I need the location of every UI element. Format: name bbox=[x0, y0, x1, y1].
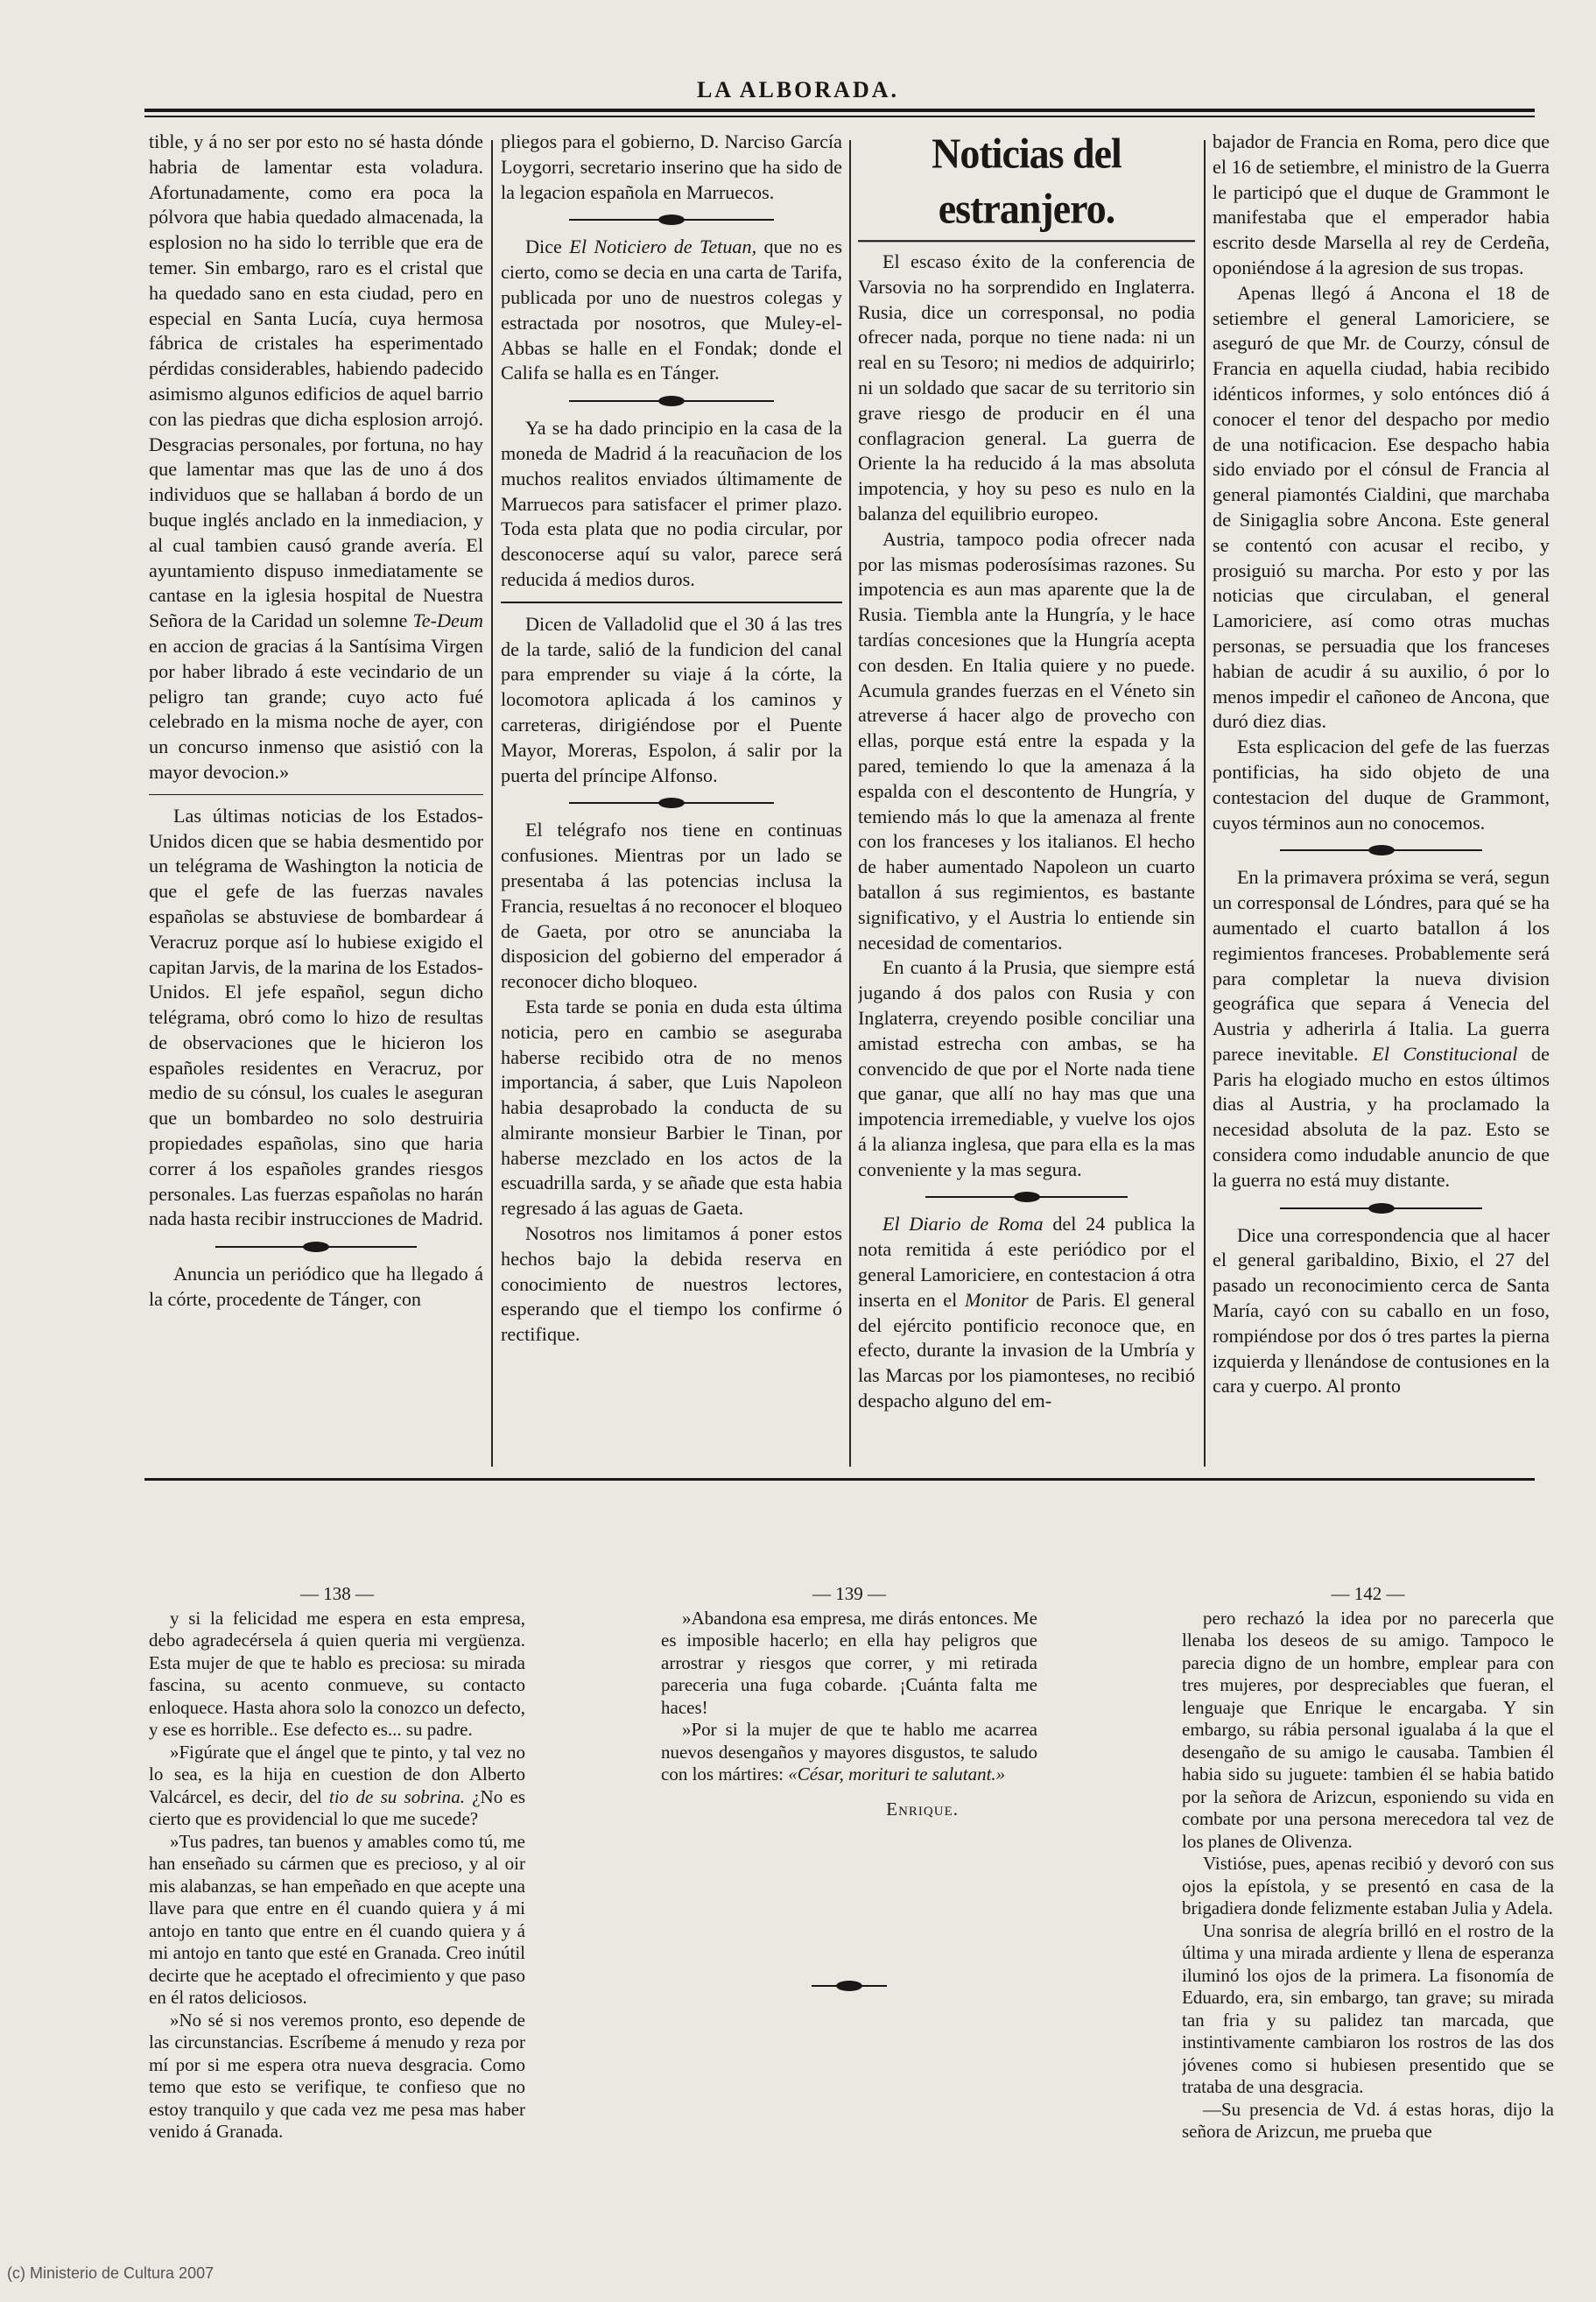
folletin-column-2 bbox=[661, 1583, 1037, 2021]
masthead-rule-thin bbox=[144, 116, 1535, 117]
col4-paragraph-3: Esta esplicacion del gefe de las fuerzas pontificias, ha sido objeto de una contestacion del duque de Grammont, cuyos términos aun no conocemos. bbox=[1213, 736, 1550, 834]
folletin1-paragraph-4: »No sé si nos veremos pronto, eso depende de las circunstancias. Escríbeme á menudo y reza por mí por si me espera otra nueva desgracia. Como temo que esto se verifique, te confieso que no estoy tranquilo y que cada vez me pesa mas haber venido á Granada. bbox=[149, 2009, 525, 2142]
separator bbox=[149, 794, 483, 795]
column-rule bbox=[491, 140, 493, 1467]
folletin3-paragraph-2: Vistióse, pues, apenas recibió y devoró con sus ojos la epístola, y se presentó en casa de la brigadiera donde felizmente estaban Julia y Adela. bbox=[1182, 1853, 1554, 1918]
folletin3-paragraph-4: —Su presencia de Vd. á estas horas, dijo la señora de Arizcun, me prueba que bbox=[1182, 2098, 1554, 2142]
col1-paragraph-2: Las últimas noticias de los Estados-Unidos dicen que se habia desmentido por un telégrama de Washington la noticia de que el gefe de las fuerzas navales españolas se abstuviese de bombardear á Veracruz porque así lo hubiese exigido el capitan Jarvis, de la marina de los Estados-Unidos. El jefe español, segun dicho telégrama, obró como lo hizo de resultas de observaciones que le hicieron los españoles residentes en Veracruz, por medio de su cónsul, los cuales le aseguran que un bombardeo no solo destruiria propiedades españolas, sino que haria correr á los españoles grandes riesgos personales. Las fuerzas españolas no harán nada hasta recibir instrucciones de Madrid. bbox=[149, 804, 483, 1230]
col3-paragraph-4: El Diario de Roma del 24 publica la nota remitida á este periódico por el general Lamoriciere, en contestacion á otra inserta en el Monitor de Paris. El general del ejército pontificio reconoce que, en efecto, durante la invasion de la Umbría y las Marcas por los piamonteses, no recibió despacho alguno del em- bbox=[858, 1213, 1195, 1412]
col2-paragraph-1: pliegos para el gobierno, D. Narciso García Loygorri, secretario inserino que ha sido de la legacion española en Marruecos. bbox=[501, 130, 842, 203]
col2-paragraph-2: Dice El Noticiero de Tetuan, que no es cierto, como se decia en una carta de Tarifa, publicada por uno de nuestros colegas y estractada por nosotros, que Muley-el-Abbas se halle en el Fondak; donde el Califa se halla es en Tánger. bbox=[501, 236, 842, 384]
column-rule bbox=[849, 140, 851, 1467]
ornament-divider bbox=[215, 1239, 416, 1255]
col3-paragraph-2: Austria, tampoco podia ofrecer nada por las mismas poderosísimas razones. Su impotencia es aun mas aparente que la de Rusia. Tiembla ante la Hungría, y le hace tardías concesiones que la Hungría acepta con desden. En Italia quiere y no puede. Acumula grandes fuerzas en el Véneto sin atreverse á hacer algo de provecho con ellas, porque está entre la espada y la pared, temiendo lo que la amenaza á la espalda con el descontento de Hungría, y temiendo más lo que la amenaza al frente con los franceses y los italianos. El hecho de haber aumentado Napoleon un cuarto batallon á sus regimientos, es bastante significativo, y el Austria lo entiende sin necesidad de comentarios. bbox=[858, 527, 1195, 954]
masthead: LA ALBORADA. bbox=[696, 77, 900, 102]
col1-paragraph-1: tible, y á no ser por esto no sé hasta dónde habria de lamentar esta voladura. Afortunadamente, como era poca la pólvora que habia quedado almacenada, la esplosion no ha sido lo terrible que era de temer. Sin embargo, raro es el cristal que ha quedado sano en esta ciudad, pero en especial en Santa Lucía, cuya hermosa fábrica de cristales ha esperimentado pérdidas considerables, habiendo padecido asimismo algunos edificios de aquel barrio con las piedras que dicha esplosion arrojó. Desgracias personales, por fortuna, no hay que lamentar mas que las de uno á dos individuos que se hallaban á bordo de un buque inglés anclado en la inmediacion, y al cual tambien causó grande avería. El ayuntamiento dispuso inmediatamente se cantase en la iglesia hospital de Nuestra Señora de la Caridad un solemne Te-Deum en accion de gracias á la Santísima Virgen por haber librado á este vecindario de un peligro tan grande; cuyo acto fué celebrado en la misma noche de ayer, con un concurso inmenso que asistió con la mayor devocion.» bbox=[149, 130, 483, 783]
masthead-rule bbox=[144, 109, 1535, 112]
folletin1-paragraph-3: »Tus padres, tan buenos y amables como tú, me han enseñado su cármen que es precioso, y al oir mis alabanzas, se han empeñado en que acepte una llave para que entre en él cuando quiera y á mi antojo en tanto que entre en él cuando quiera y á mi antojo en tanto que esté en Granada. Creo inútil decirte que he aceptado el ofrecimiento y que paso en él ratos deliciosos. bbox=[149, 1830, 525, 2008]
folletin2-paragraph-2: »Por si la mujer de que te hablo me acarrea nuevos desengaños y mayores disgustos, te saludo con los mártires: «César, morituri te salutant.» bbox=[661, 1719, 1037, 1785]
col2-paragraph-7: Nosotros nos limitamos á poner estos hechos bajo la debida reserva en conocimiento de nuestros lectores, esperando que el tiempo los confirme ó rectifique. bbox=[501, 1222, 842, 1346]
ornament-divider bbox=[569, 795, 774, 811]
signature: Enrique. bbox=[886, 1798, 959, 1820]
col2-paragraph-3: Ya se ha dado principio en la casa de la moneda de Madrid á la reacuñacion de los muchos realitos enviados últimamente de Marruecos para satisfacer el primer plazo. Toda esta plata que no podia circular, por desconocerse aquí su valor, parece será reducida á medios duros. bbox=[501, 417, 842, 590]
section-bottom-rule bbox=[144, 1478, 1535, 1481]
ornament-divider bbox=[812, 1978, 887, 1994]
col4-paragraph-2: Apenas llegó á Ancona el 18 de setiembre el general Lamoriciere, se aseguró de que Mr. de Courzy, cónsul de Francia en aquella ciudad, habia recibido idénticos informes, y solo entónces dió á conocer el tenor del despacho por medio de una notificacion. Ese despacho habia sido enviado por el cónsul de Francia al general piamontés Cialdini, que marchaba de Sinigaglia sobre Ancona. Este general se contentó con acusar el recibo, y prosiguió su marcha. Por esto y por las noticias que circulaban, el general Lamoriciere, así como otras muchas personas, se persuadia que los franceses habian de acudir á su auxilio, ó por lo menos impedir el cañoneo de Ancona, que duró diez dias. bbox=[1213, 281, 1550, 733]
folletin1-paragraph-1: y si la felicidad me espera en esta empresa, debo agradecérsela á quien queria mi vergüenza. Esta mujer de que te hablo es preciosa: su mirada fascina, su acento conmueve, su contacto enloquece. Hasta ahora solo la conozco un defecto, y ese es horrible.. Ese defecto es... su padre. bbox=[149, 1607, 525, 1740]
column-4 bbox=[1213, 130, 1550, 1461]
col2-paragraph-6: Esta tarde se ponia en duda esta última noticia, pero en cambio se aseguraba haberse recibido otra de no menos importancia, á saber, que Luis Napoleon habia desaprobado la conducta de su almirante monsieur Barbier le Tinan, por haberse mezclado en los actos de la escuadrilla sarda, y se añade que esta habia regresado á las aguas de Gaeta. bbox=[501, 995, 842, 1220]
folletin-page-number: — 142 — bbox=[1331, 1583, 1405, 1604]
col2-paragraph-5: El telégrafo nos tiene en continuas confusiones. Mientras por un lado se presentaba á las potencias inclusa la Francia, resueltas á no reconocer el bloqueo de Gaeta, por otro se anunciaba la disposicion del gobierno del emperador á reconocer dicho bloqueo. bbox=[501, 819, 842, 993]
folletin-column-3 bbox=[1182, 1583, 1554, 2214]
folletin2-paragraph-1: »Abandona esa empresa, me dirás entonces. Me es imposible hacerlo; en ella hay peligros que arrostrar y riesgos que correr, y mi retirada pareceria una fuga cobarde. ¡Cuánta falta me haces! bbox=[661, 1607, 1037, 1718]
col2-paragraph-4: Dicen de Valladolid que el 30 á las tres de la tarde, salió de la fundicion del canal para emprender su viaje á la córte, la locomotora aplicada á los caminos y carreteras, dirigiéndose por el Puente Mayor, Moreras, Espolon, á salir por la puerta del príncipe Alfonso. bbox=[501, 612, 842, 786]
folletin3-paragraph-1: pero rechazó la idea por no parecerla que llenaba los deseos de su amigo. Tampoco le parecia digno de un hombre, emplear para con tres mujeres, por despreciables que fueran, el lenguaje que Enrique le encargaba. Y sin embargo, su rábia personal igualaba á la que el desengaño de su amigo le causaba. Tambien él habia sido su juguete: tambien él se habia batido por la señora de Arizcun, esponiendo su vida en combate por una persona merecedora tal vez de los planes de Olivenza. bbox=[1182, 1607, 1554, 1852]
separator bbox=[501, 602, 842, 603]
folletin-page-number: — 138 — bbox=[300, 1583, 374, 1604]
column-2 bbox=[501, 130, 842, 1461]
folletin-page-number: — 139 — bbox=[812, 1583, 886, 1604]
ornament-divider bbox=[925, 1189, 1128, 1205]
col4-paragraph-4: En la primavera próxima se verá, segun un corresponsal de Lóndres, para qué se ha aumentado el cuarto batallon á los regimientos franceses. Probablemente será para completar la nueva division geográfica que separa á Venecia del Austria y adherirla á Italia. La guerra parece inevitable. El Constitucional de Paris ha elogiado mucho en estos últimos dias al Austria, y ha proclamado la necesidad absoluta de la paz. Esto se considera como indudable anuncio de que la guerra no está muy distante. bbox=[1213, 866, 1550, 1191]
ornament-divider bbox=[1280, 1200, 1482, 1216]
folletin1-paragraph-2: »Figúrate que el ángel que te pinto, y tal vez no lo sea, es la hija en cuestion de don Alberto Valcárcel, es decir, del tio de su sobrina. ¿No es cierto que es providencial lo que me sucede? bbox=[149, 1741, 525, 1829]
col3-paragraph-1: El escaso éxito de la conferencia de Varsovia no ha sorprendido en Inglaterra. Rusia, dice un corresponsal, no podia ofrecer nada, porque no tiene nada: ni un real en su Tesoro; ni medios de adquirirlo; ni un soldado que sacar de su territorio sin grave riesgo de producir en él una conflagracion general. La guerra de Oriente la ha reducido á la mas absoluta impotencia, y hoy su peso es nulo en la balanza del equilibrio europeo. bbox=[858, 250, 1195, 524]
col4-paragraph-1: bajador de Francia en Roma, pero dice que el 16 de setiembre, el ministro de la Guerra le participó que el duque de Grammont le manifestaba que el emperador habia escrito desde Marsella al rey de Cerdeña, oponiéndose á la agresion de sus tropas. bbox=[1213, 130, 1550, 278]
folletin3-paragraph-3: Una sonrisa de alegría brilló en el rostro de la última y una mirada ardiente y llena de esperanza iluminó los ojos de la primera. La fisonomía de Eduardo, era, sin embargo, tan grave; su mirada tan fria y su palidez tan marcada, que instintivamente cambiaron los rostros de las dos jóvenes como si hubiesen presentido que se trataba de una desgracia. bbox=[1182, 1919, 1554, 2097]
copyright-notice: (c) Ministerio de Cultura 2007 bbox=[7, 2264, 214, 2282]
col3-paragraph-3: En cuanto á la Prusia, que siempre está jugando á dos palos con Rusia y con Inglaterra, creyendo posible conciliar una amistad estrecha con ambas, se ha convencido de que por el Norte nada tiene que ganar, que allí no hay mas que una impotencia irremediable, y vuelve los ojos á la alianza inglesa, que para ella es la mas conveniente y la mas segura. bbox=[858, 956, 1195, 1180]
folletin-column-1 bbox=[149, 1583, 525, 2214]
column-3 bbox=[858, 123, 1195, 1461]
section-heading: Noticias del estranjero. bbox=[858, 123, 1195, 242]
ornament-divider bbox=[569, 212, 774, 228]
ornament-divider bbox=[1280, 842, 1482, 858]
col1-paragraph-3: Anuncia un periódico que ha llegado á la córte, procedente de Tánger, con bbox=[149, 1263, 483, 1311]
column-1 bbox=[149, 130, 483, 1461]
ornament-divider bbox=[569, 393, 774, 409]
column-rule bbox=[1204, 140, 1206, 1467]
col4-paragraph-5: Dice una correspondencia que al hacer el general garibaldino, Bixio, el 27 del pasado un reconocimiento cerca de Santa María, cayó con su caballo en un foso, rompiéndose por dos ó tres partes la pierna izquierda y llenándose de contusiones en la cara y cuerpo. Al pronto bbox=[1213, 1223, 1550, 1397]
